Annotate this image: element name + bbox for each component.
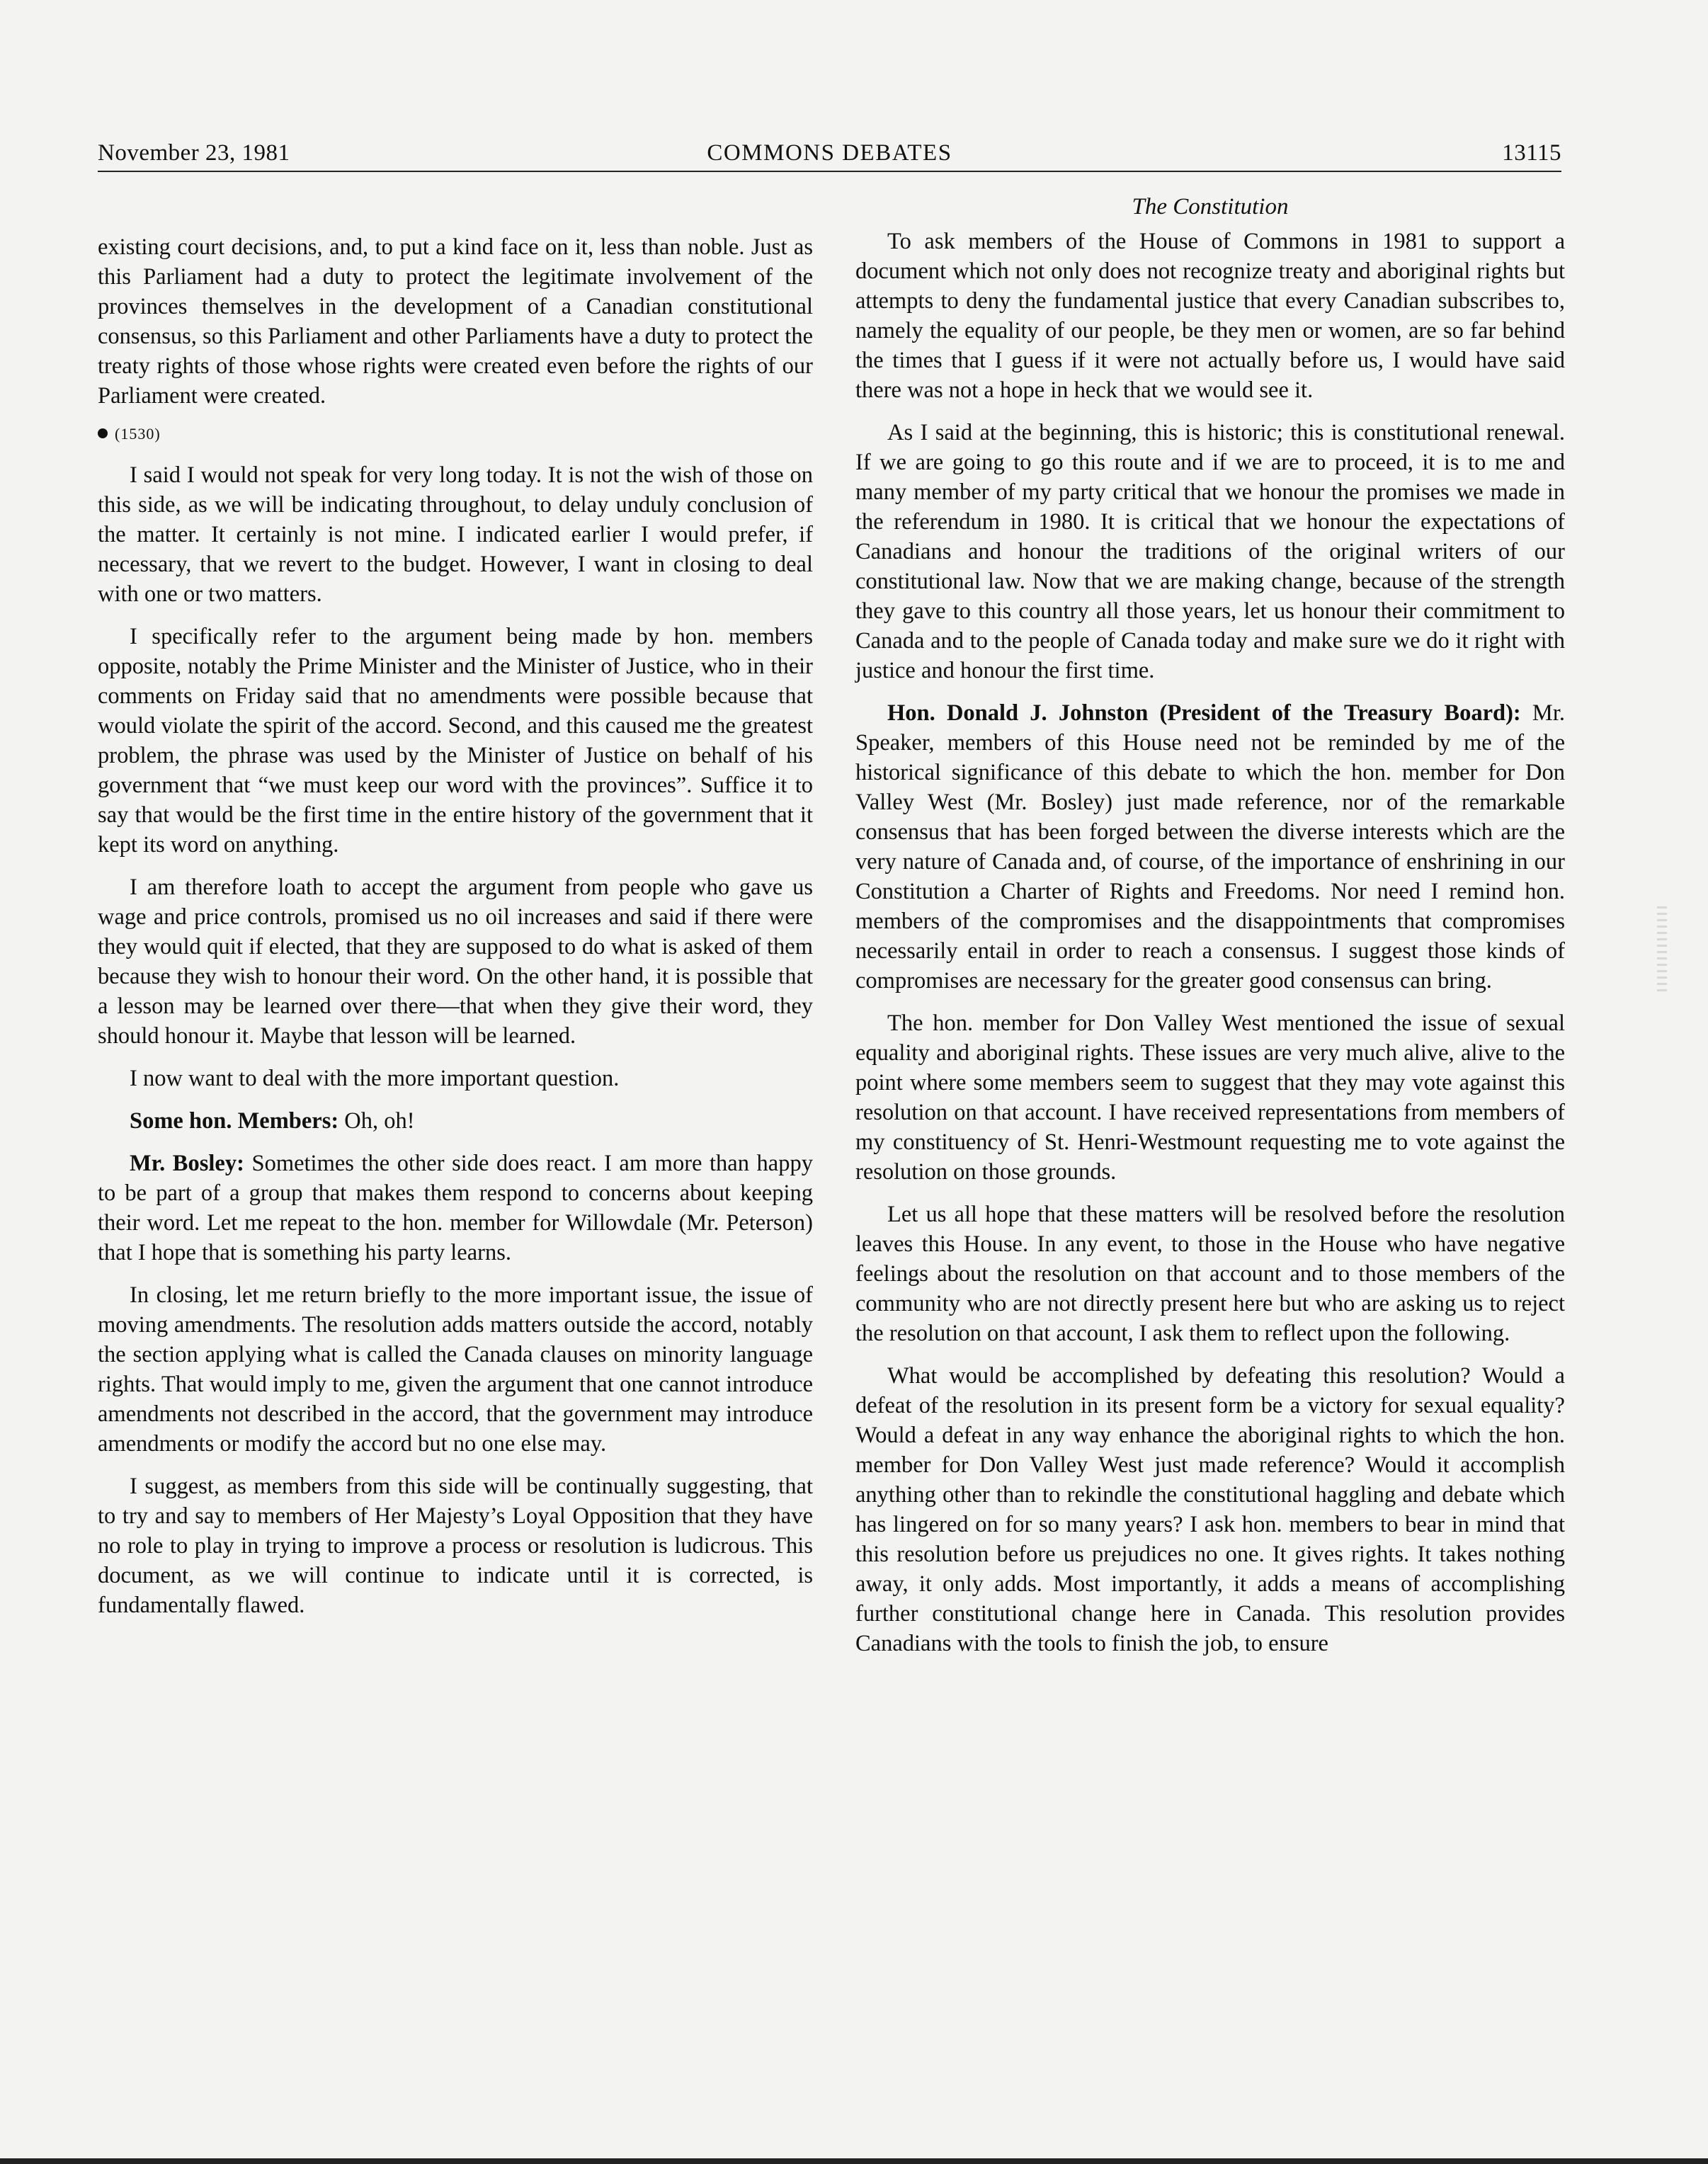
paragraph: In closing, let me return briefly to the more important issue, the issue of moving amendments. The resolution adds matters outside the accord, notably the section applying what is called the Canada clauses on minority language rights. That would imply to me, given the argument that one cannot introduce amendments not described in the accord, that the government may introduce amendments or modify the accord but no one else may. — [98, 1282, 813, 1457]
bullet-icon — [98, 428, 108, 438]
header-title: COMMONS DEBATES — [707, 140, 952, 166]
paragraph: I suggest, as members from this side will be continually suggesting, that to try and say to members of Her Majesty’s Loyal Opposition that they have no role to play in trying to improve a process or resolution is ludicrous. This document, as we will continue to indicate until it is corrected, is fundamentally flawed. — [98, 1474, 813, 1618]
section-title: The Constitution — [1132, 194, 1289, 220]
paragraph: What would be accomplished by defeating this resolution? Would a defeat of the resolution in its present form be a victory for sexual equality? Would a defeat in any way enhance the aboriginal rights to which the hon. member for Don Valley West just made reference? Would it accomplish anything other than to rekindle the constitutional haggling and debate which has lingered on for so many years? I ask hon. members to bear in mind that this resolution before us prejudices no one. It gives rights. It takes nothing away, it only adds. Most importantly, it adds a means of accomplishing further constitutional change here in Canada. This resolution provides Canadians with the tools to finish the job, to ensure — [855, 1363, 1565, 1656]
paragraph: I am therefore loath to accept the argument from people who gave us wage and price controls, promised us no oil increases and said if there were they would quit if elected, that they are supposed to do what is asked of them because they wish to honour their word. On the other hand, it is possible that a lesson may be learned over there—that when they give their word, they should honour it. Maybe that lesson will be learned. — [98, 875, 813, 1049]
paragraph: As I said at the beginning, this is historic; this is constitutional renewal. If we are going to go this route and if we are to proceed, it is to me and many member of my party critical that we honour the promises we made in the referendum in 1980. It is critical that we honour the expectations of Canadians and honour the traditions of the original writers of our constitutional law. Now that we are making change, because of the strength they gave to this country all those years, let us honour their commitment to Canada and to the people of Canada today and make sure we do it right with justice and honour the first time. — [855, 420, 1565, 683]
timestamp-marker — [98, 423, 813, 445]
timestamp-text: (1530) — [115, 425, 161, 443]
paragraph: I said I would not speak for very long today. It is not the wish of those on this side, as we will be indicating throughout, to delay unduly conclusion of the matter. It certainly is not mine. I indicated earlier I would prefer, if necessary, that we revert to the budget. However, I want in closing to deal with one or two matters. — [98, 462, 813, 607]
scan-edge — [0, 2158, 1708, 2164]
paragraph: The hon. member for Don Valley West mentioned the issue of sexual equality and aboriginal rights. These issues are very much alive, alive to the point where some members seem to suggest that they may vote against this resolution on that account. I have received representations from members of my constituency of St. Henri-Westmount requesting me to vote against the resolution on those grounds. — [855, 1010, 1565, 1185]
speech-text: Sometimes the other side does react. I am more than happy to be part of a group that makes them respond to concerns about keeping their word. Let me repeat to the hon. member for Willowdale (Mr. Peterson) that I hope that is something his party learns. — [98, 1151, 813, 1265]
speech-text: Oh, oh! — [338, 1108, 415, 1134]
header-rule — [98, 171, 1561, 172]
speech-text: Mr. Speaker, members of this House need not be reminded by me of the historical significance of this debate to which the hon. member for Don Valley West (Mr. Bosley) just made reference, nor of the remarkable consensus that has been forged between the diverse interests which are the very nature of Canada and, of course, of the importance of enshrining in our Constitution a Charter of Rights and Freedoms. Nor need I remind hon. members of the compromises and the disappointments that compromises necessarily entail in order to reach a consensus. I suggest those kinds of compromises are necessary for the greater good consensus can bring. — [855, 700, 1565, 993]
paragraph: I now want to deal with the more important question. — [130, 1066, 620, 1091]
header-date: November 23, 1981 — [98, 140, 290, 166]
speaker-name: Mr. Bosley: — [130, 1151, 244, 1176]
right-column — [855, 191, 1565, 1671]
paragraph — [98, 1149, 813, 1268]
speaker-name: Hon. Donald J. Johnston (President of the Treasury Board): — [887, 700, 1521, 726]
speaker-name: Some hon. Members: — [130, 1108, 339, 1134]
left-column — [98, 232, 813, 1633]
paragraph: I specifically refer to the argument being made by hon. members opposite, notably the Prime Minister and the Minister of Justice, who in their comments on Friday said that no amendments were possible because that would violate the spirit of the accord. Second, and this caused me the greatest problem, the phrase was used by the Minister of Justice on behalf of his government that “we must keep our word with the provinces”. Suffice it to say that would be the first time in the entire history of the government that it kept its word on anything. — [98, 624, 813, 858]
paragraph: To ask members of the House of Commons in 1981 to support a document which not only does not recognize treaty and aboriginal rights but attempts to deny the fundamental justice that every Canadian subscribes to, namely the equality of our people, be they men or women, are so far behind the times that I guess if it were not actually before us, I would have said there was not a hope in heck that we would see it. — [855, 229, 1565, 403]
page-header — [98, 139, 1561, 174]
header-page-number: 13115 — [1502, 140, 1561, 166]
paragraph: Let us all hope that these matters will be resolved before the resolution leaves this House. In any event, to those in the House who have negative feelings about the resolution on that account and to those members of the community who are not directly present here but who are asking us to reject the resolution on that account, I ask them to reflect upon the following. — [855, 1202, 1565, 1346]
scan-artifact — [1657, 906, 1667, 991]
paragraph — [855, 698, 1565, 996]
paragraph: existing court decisions, and, to put a kind face on it, less than noble. Just as this Parliament had a duty to protect the legitimate involvement of the provinces themselves in the development of a Canadian constitutional consensus, so this Parliament and other Parliaments have a duty to protect the treaty rights of those whose rights were created even before the rights of our Parliament were created. — [98, 234, 813, 409]
paragraph — [98, 1106, 813, 1136]
